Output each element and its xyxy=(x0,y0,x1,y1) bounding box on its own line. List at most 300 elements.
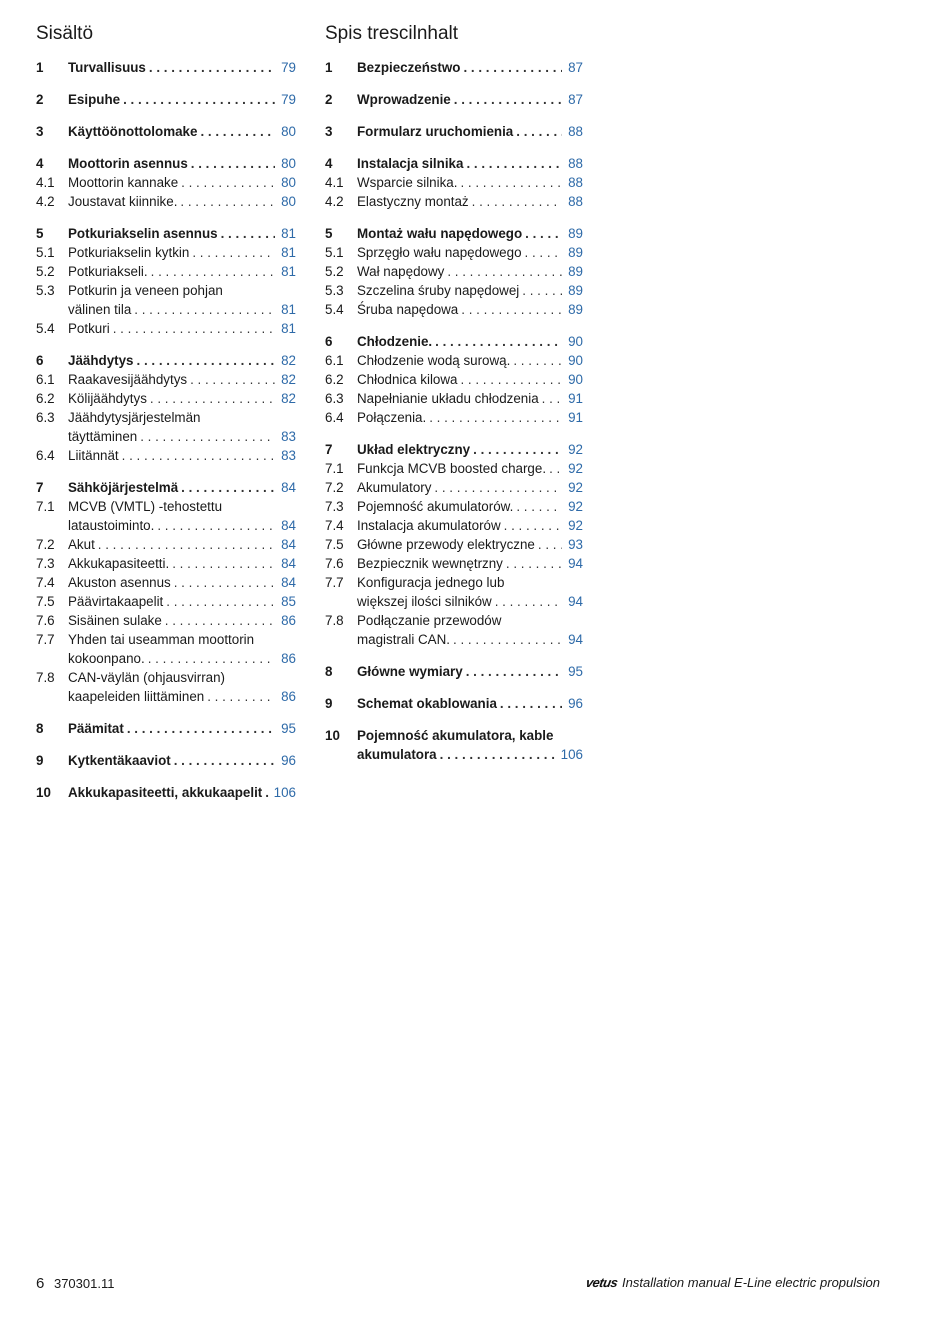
toc-entry[interactable] xyxy=(36,154,296,173)
toc-entry-text: Główne przewody elektryczne xyxy=(357,537,535,552)
toc-entry-number: 2 xyxy=(36,92,44,107)
toc-entry-page[interactable]: 81 xyxy=(281,264,296,279)
toc-entry-text: Akkukapasiteetti, akkukaapelit xyxy=(68,785,263,800)
toc-entry-label xyxy=(68,478,296,497)
toc-entry-label xyxy=(68,719,296,738)
toc-entry-page[interactable]: 79 xyxy=(281,60,296,75)
toc-entry-page[interactable]: 93 xyxy=(568,537,583,552)
toc-entry-page[interactable]: 91 xyxy=(568,391,583,406)
dot-leader xyxy=(504,516,562,535)
toc-entry-page[interactable]: 94 xyxy=(568,594,583,609)
toc-entry[interactable] xyxy=(36,262,296,281)
toc-entry-text: Pojemność akumulatora, kable xyxy=(357,728,554,743)
toc-entry-number: 9 xyxy=(36,753,44,768)
toc-entry-page[interactable]: 95 xyxy=(568,664,583,679)
toc-entry[interactable] xyxy=(325,173,583,192)
toc-entry-label xyxy=(357,300,583,319)
toc-entry-text: Käyttöönottolomake xyxy=(68,124,198,139)
toc-entry-label xyxy=(68,751,296,770)
dot-leader xyxy=(525,224,562,243)
toc-entry-line xyxy=(357,154,583,173)
toc-entry[interactable] xyxy=(36,370,296,389)
toc-entry-number: 6.3 xyxy=(325,391,344,406)
toc-entry-text: Wprowadzenie xyxy=(357,92,451,107)
toc-entry-text: Potkuriakselin asennus xyxy=(68,226,218,241)
toc-entry-text: Liitännät xyxy=(68,448,119,463)
toc-entry-text: Päävirtakaapelit xyxy=(68,594,164,609)
toc-entry[interactable] xyxy=(325,662,583,681)
toc-entry-label xyxy=(357,243,583,262)
toc-entry-label xyxy=(68,535,296,554)
toc-entry-page[interactable]: 82 xyxy=(281,353,296,368)
toc-entry-label xyxy=(68,389,296,408)
toc-entry[interactable] xyxy=(325,408,583,427)
toc-entry-page[interactable]: 81 xyxy=(281,302,296,317)
toc-entry-text: Pojemność akumulatorów. xyxy=(357,499,514,514)
toc-entry-label xyxy=(357,154,583,173)
toc-entry[interactable] xyxy=(36,630,296,668)
toc-entry[interactable] xyxy=(325,224,583,243)
toc-entry-number: 6 xyxy=(36,353,44,368)
toc-entry-label xyxy=(68,668,296,706)
toc-entry[interactable] xyxy=(325,389,583,408)
toc-entry-label xyxy=(68,408,296,446)
toc-entry-line xyxy=(357,58,583,77)
toc-entry[interactable] xyxy=(325,300,583,319)
toc-entry-text: Sähköjärjestelmä xyxy=(68,480,179,495)
toc-entry-page[interactable]: 94 xyxy=(568,556,583,571)
toc-entry-number: 6.1 xyxy=(36,372,55,387)
toc-entry-page[interactable]: 88 xyxy=(568,156,583,171)
dot-leader xyxy=(453,630,562,649)
toc-entry-line xyxy=(357,535,583,554)
toc-entry-page[interactable]: 91 xyxy=(568,410,583,425)
toc-entry-line xyxy=(357,630,583,649)
dot-leader xyxy=(460,370,562,389)
dot-leader xyxy=(500,694,562,713)
dot-leader xyxy=(460,173,562,192)
toc-entry-number: 4.1 xyxy=(36,175,55,190)
dot-leader xyxy=(134,300,275,319)
toc-entry[interactable] xyxy=(325,154,583,173)
toc-entry-number: 10 xyxy=(36,785,51,800)
toc-entry-label xyxy=(68,573,296,592)
toc-entry-label xyxy=(68,90,296,109)
toc-entry-number: 7.5 xyxy=(325,537,344,552)
toc-entry[interactable] xyxy=(325,192,583,211)
toc-entry-number: 7.6 xyxy=(36,613,55,628)
toc-entry-page[interactable]: 80 xyxy=(281,124,296,139)
toc-entry-page[interactable]: 81 xyxy=(281,245,296,260)
toc-entry-text: Potkuriakseli. xyxy=(68,264,148,279)
toc-entry-text: Chłodzenie wodą surową. xyxy=(357,353,511,368)
toc-entry[interactable] xyxy=(36,90,296,109)
toc-entry[interactable] xyxy=(36,783,296,802)
toc-entry-page[interactable]: 86 xyxy=(281,613,296,628)
toc-entry-text: większej ilości silników xyxy=(357,594,492,609)
toc-entry-page[interactable]: 79 xyxy=(281,92,296,107)
toc-entry[interactable] xyxy=(36,122,296,141)
toc-entry-label xyxy=(68,592,296,611)
toc-entry-page[interactable]: 89 xyxy=(568,283,583,298)
toc-entry[interactable] xyxy=(325,497,583,516)
toc-entry-number: 5 xyxy=(325,226,333,241)
toc-entry-text: Napełnianie układu chłodzenia xyxy=(357,391,539,406)
toc-entry-line xyxy=(357,662,583,681)
toc-entry-page[interactable]: 86 xyxy=(281,689,296,704)
toc-entry-text: Formularz uruchomienia xyxy=(357,124,514,139)
toc-entry-label xyxy=(357,497,583,516)
toc-entry-text: Elastyczny montaż xyxy=(357,194,469,209)
dot-leader xyxy=(181,173,275,192)
toc-entry-page[interactable]: 90 xyxy=(568,334,583,349)
toc-entry-page[interactable]: 84 xyxy=(281,518,296,533)
dot-leader xyxy=(123,90,275,109)
toc-entry-number: 7.1 xyxy=(325,461,344,476)
toc-list-polish xyxy=(325,58,583,764)
toc-entry-label xyxy=(357,535,583,554)
dot-leader xyxy=(200,122,275,141)
toc-entry-text: Moottorin kannake xyxy=(68,175,179,190)
toc-entry[interactable] xyxy=(325,554,583,573)
toc-entry-page[interactable]: 82 xyxy=(281,391,296,406)
toc-entry[interactable] xyxy=(325,726,583,764)
toc-entry-label xyxy=(68,243,296,262)
toc-entry-line xyxy=(357,281,583,300)
dot-leader xyxy=(542,389,562,408)
toc-entry[interactable] xyxy=(325,351,583,370)
toc-entry-label xyxy=(68,611,296,630)
toc-entry-line xyxy=(357,224,583,243)
toc-entry-page[interactable]: 80 xyxy=(281,194,296,209)
toc-entry-number: 7.6 xyxy=(325,556,344,571)
toc-entry[interactable] xyxy=(325,611,583,649)
toc-entry-number: 5.4 xyxy=(36,321,55,336)
toc-entry-text: välinen tila xyxy=(68,302,132,317)
toc-entry-line xyxy=(68,173,296,192)
toc-entry[interactable] xyxy=(325,262,583,281)
toc-entry-number: 1 xyxy=(325,60,333,75)
toc-entry-line xyxy=(357,478,583,497)
toc-entry-label xyxy=(357,459,583,478)
toc-entry[interactable] xyxy=(325,243,583,262)
toc-entry-page[interactable]: 87 xyxy=(568,92,583,107)
toc-entry-label xyxy=(68,554,296,573)
toc-entry-page[interactable]: 87 xyxy=(568,60,583,75)
toc-entry-text: Jäähdytys xyxy=(68,353,134,368)
toc-entry-line xyxy=(68,783,296,802)
toc-entry-text: Akkukapasiteetti. xyxy=(68,556,170,571)
toc-entry-page[interactable]: 106 xyxy=(560,747,583,762)
toc-entry-text: Yhden tai useamman moottorin xyxy=(68,632,255,647)
toc-entry-number: 6.2 xyxy=(36,391,55,406)
toc-entry-number: 4.1 xyxy=(325,175,344,190)
toc-entry[interactable] xyxy=(36,535,296,554)
dot-leader xyxy=(149,58,275,77)
toc-entry[interactable] xyxy=(36,751,296,770)
toc-entry-page[interactable]: 92 xyxy=(568,461,583,476)
toc-entry-label xyxy=(357,554,583,573)
toc-entry-page[interactable]: 88 xyxy=(568,175,583,190)
toc-entry-number: 3 xyxy=(36,124,44,139)
dot-leader xyxy=(181,478,275,497)
toc-entry-label xyxy=(68,281,296,319)
toc-entry-page[interactable]: 90 xyxy=(568,353,583,368)
toc-entry-number: 5.2 xyxy=(36,264,55,279)
toc-entry-page[interactable]: 86 xyxy=(281,651,296,666)
toc-entry[interactable] xyxy=(36,319,296,338)
dot-leader xyxy=(157,516,275,535)
toc-entry-page[interactable]: 81 xyxy=(281,321,296,336)
footer-right xyxy=(586,1275,880,1290)
toc-entry-text: CAN-väylän (ohjausvirran) xyxy=(68,670,226,685)
toc-entry[interactable] xyxy=(36,668,296,706)
toc-entry-page[interactable]: 80 xyxy=(281,156,296,171)
toc-entry[interactable] xyxy=(325,332,583,351)
toc-entry[interactable] xyxy=(36,611,296,630)
toc-entry-label xyxy=(357,224,583,243)
toc-entry[interactable] xyxy=(36,351,296,370)
toc-entry[interactable] xyxy=(325,58,583,77)
toc-entry-page[interactable]: 96 xyxy=(568,696,583,711)
toc-entry-line xyxy=(68,243,296,262)
toc-entry-label xyxy=(357,281,583,300)
toc-entry-text: Esipuhe xyxy=(68,92,121,107)
toc-entry-page[interactable]: 92 xyxy=(568,518,583,533)
toc-entry-line xyxy=(68,649,296,668)
dot-leader xyxy=(538,535,562,554)
toc-entry-label xyxy=(357,694,583,713)
dot-leader xyxy=(466,154,562,173)
toc-entry-label xyxy=(68,122,296,141)
toc-entry-number: 6.4 xyxy=(325,410,344,425)
toc-entry[interactable] xyxy=(325,90,583,109)
toc-entry[interactable] xyxy=(36,243,296,262)
toc-entry-number: 5.3 xyxy=(36,283,55,298)
toc-entry-page[interactable]: 90 xyxy=(568,372,583,387)
toc-entry-page[interactable]: 92 xyxy=(568,499,583,514)
toc-entry-label xyxy=(68,319,296,338)
toc-entry-page[interactable]: 83 xyxy=(281,448,296,463)
toc-entry-number: 3 xyxy=(325,124,333,139)
toc-entry-page[interactable]: 89 xyxy=(568,245,583,260)
toc-entry-text: Podłączanie przewodów xyxy=(357,613,502,628)
toc-entry-number: 5.3 xyxy=(325,283,344,298)
toc-entry-text: Chłodnica kilowa xyxy=(357,372,458,387)
dot-leader xyxy=(447,262,562,281)
toc-entry[interactable] xyxy=(36,224,296,243)
toc-entry[interactable] xyxy=(325,122,583,141)
dot-leader xyxy=(506,554,562,573)
toc-entry-text: Bezpiecznik wewnętrzny xyxy=(357,556,503,571)
toc-entry[interactable] xyxy=(36,497,296,535)
toc-entry-line xyxy=(68,611,296,630)
toc-entry-number: 5.1 xyxy=(36,245,55,260)
toc-entry-line xyxy=(68,446,296,465)
toc-entry-page[interactable]: 88 xyxy=(568,124,583,139)
toc-entry-text: Potkuri xyxy=(68,321,110,336)
toc-entry-line xyxy=(68,122,296,141)
toc-entry-number: 9 xyxy=(325,696,333,711)
toc-entry[interactable] xyxy=(325,440,583,459)
dot-leader xyxy=(454,90,562,109)
toc-entry-line xyxy=(357,573,583,592)
toc-entry-page[interactable]: 82 xyxy=(281,372,296,387)
toc-entry-number: 7.1 xyxy=(36,499,55,514)
toc-entry-page[interactable]: 106 xyxy=(273,785,296,800)
toc-entry[interactable] xyxy=(36,281,296,319)
toc-entry-label xyxy=(68,351,296,370)
dot-leader xyxy=(516,497,562,516)
toc-entry-text: MCVB (VMTL) -tehostettu xyxy=(68,499,223,514)
toc-entry-page[interactable]: 89 xyxy=(568,264,583,279)
toc-entry-line xyxy=(68,90,296,109)
toc-entry-line xyxy=(357,554,583,573)
toc-entry-page[interactable]: 89 xyxy=(568,226,583,241)
toc-entry[interactable] xyxy=(325,281,583,300)
toc-entry-text: kaapeleiden liittäminen xyxy=(68,689,205,704)
toc-entry-line xyxy=(68,370,296,389)
toc-list-finnish xyxy=(36,58,296,802)
toc-entry-page[interactable]: 84 xyxy=(281,556,296,571)
toc-entry-line xyxy=(68,351,296,370)
document-number: 370301.11 xyxy=(53,1276,115,1291)
toc-entry-label xyxy=(357,478,583,497)
toc-entry-line xyxy=(357,611,583,630)
toc-entry-number: 7.8 xyxy=(36,670,55,685)
toc-entry-page[interactable]: 88 xyxy=(568,194,583,209)
toc-entry-page[interactable]: 94 xyxy=(568,632,583,647)
toc-entry-line xyxy=(357,440,583,459)
toc-entry-label xyxy=(68,173,296,192)
toc-entry-label xyxy=(357,351,583,370)
toc-entry[interactable] xyxy=(36,58,296,77)
toc-entry-page[interactable]: 89 xyxy=(568,302,583,317)
dot-leader xyxy=(148,649,275,668)
toc-entry[interactable] xyxy=(36,573,296,592)
toc-entry-line xyxy=(68,497,296,516)
toc-entry[interactable] xyxy=(36,389,296,408)
toc-entry-line xyxy=(68,319,296,338)
toc-entry-page[interactable]: 80 xyxy=(281,175,296,190)
toc-entry-line xyxy=(357,370,583,389)
toc-entry-page[interactable]: 92 xyxy=(568,480,583,495)
toc-entry[interactable] xyxy=(36,719,296,738)
dot-leader xyxy=(140,427,275,446)
toc-entry-label xyxy=(357,662,583,681)
dot-leader xyxy=(429,408,562,427)
toc-entry[interactable] xyxy=(325,694,583,713)
dot-leader xyxy=(221,224,275,243)
toc-entry-number: 8 xyxy=(36,721,44,736)
dot-leader xyxy=(525,243,562,262)
toc-entry[interactable] xyxy=(36,173,296,192)
toc-entry-page[interactable]: 85 xyxy=(281,594,296,609)
toc-entry[interactable] xyxy=(325,535,583,554)
toc-entry-text: Sisäinen sulake xyxy=(68,613,162,628)
toc-entry-text: Sprzęgło wału napędowego xyxy=(357,245,522,260)
toc-entry-text: Joustavat kiinnike. xyxy=(68,194,178,209)
toc-entry-number: 7.5 xyxy=(36,594,55,609)
toc-entry-line xyxy=(357,592,583,611)
toc-entry-label xyxy=(68,58,296,77)
toc-entry-number: 5 xyxy=(36,226,44,241)
toc-entry-number: 6.1 xyxy=(325,353,344,368)
toc-entry-line xyxy=(68,389,296,408)
toc-column-finnish xyxy=(36,20,296,802)
toc-entry-page[interactable]: 95 xyxy=(281,721,296,736)
dot-leader xyxy=(174,573,275,592)
toc-entry-line xyxy=(68,592,296,611)
toc-entry-text: Kytkentäkaaviot xyxy=(68,753,171,768)
toc-entry-line xyxy=(357,351,583,370)
toc-entry-text: Śruba napędowa xyxy=(357,302,459,317)
toc-entry-text: Potkuriakselin kytkin xyxy=(68,245,190,260)
toc-column-polish xyxy=(325,20,583,764)
toc-entry-page[interactable]: 84 xyxy=(281,537,296,552)
toc-entry[interactable] xyxy=(325,370,583,389)
toc-entry-text: Akuston asennus xyxy=(68,575,171,590)
toc-entry-label xyxy=(68,783,296,802)
toc-entry-page[interactable]: 92 xyxy=(568,442,583,457)
toc-entry-page[interactable]: 84 xyxy=(281,575,296,590)
dot-leader xyxy=(174,751,275,770)
toc-entry[interactable] xyxy=(36,592,296,611)
toc-entry-page[interactable]: 96 xyxy=(281,753,296,768)
toc-entry-page[interactable]: 84 xyxy=(281,480,296,495)
toc-entry-page[interactable]: 81 xyxy=(281,226,296,241)
toc-entry-line xyxy=(68,300,296,319)
toc-entry[interactable] xyxy=(36,192,296,211)
toc-entry-text: Akumulatory xyxy=(357,480,432,495)
toc-entry-line xyxy=(357,90,583,109)
toc-entry-label xyxy=(357,408,583,427)
toc-entry-text: Kölijäähdytys xyxy=(68,391,147,406)
toc-entry-label xyxy=(357,332,583,351)
toc-entry-page[interactable]: 83 xyxy=(281,429,296,444)
toc-entry-label xyxy=(357,90,583,109)
toc-entry[interactable] xyxy=(36,408,296,446)
toc-entry[interactable] xyxy=(36,446,296,465)
toc-entry-text: Instalacja akumulatorów xyxy=(357,518,501,533)
toc-entry-label xyxy=(68,154,296,173)
toc-entry-number: 4 xyxy=(36,156,44,171)
toc-entry[interactable] xyxy=(36,478,296,497)
dot-leader xyxy=(165,611,275,630)
dot-leader xyxy=(191,154,275,173)
toc-entry-text: Bezpieczeństwo xyxy=(357,60,461,75)
dot-leader xyxy=(265,783,270,802)
toc-entry-line xyxy=(68,668,296,687)
dot-leader xyxy=(150,389,275,408)
dot-leader xyxy=(549,459,562,478)
toc-entry-number: 4 xyxy=(325,156,333,171)
toc-entry-text: Konfiguracja jednego lub xyxy=(357,575,505,590)
toc-entry-text: magistrali CAN. xyxy=(357,632,451,647)
toc-entry[interactable] xyxy=(325,573,583,611)
toc-entry[interactable] xyxy=(325,478,583,497)
toc-entry-line xyxy=(357,497,583,516)
toc-entry[interactable] xyxy=(325,516,583,535)
toc-entry[interactable] xyxy=(325,459,583,478)
toc-entry[interactable] xyxy=(36,554,296,573)
toc-entry-label xyxy=(357,726,583,764)
dot-leader xyxy=(472,192,562,211)
toc-entry-label xyxy=(357,611,583,649)
toc-entry-line xyxy=(357,332,583,351)
dot-leader xyxy=(522,281,562,300)
toc-entry-text: Jäähdytysjärjestelmän xyxy=(68,410,201,425)
